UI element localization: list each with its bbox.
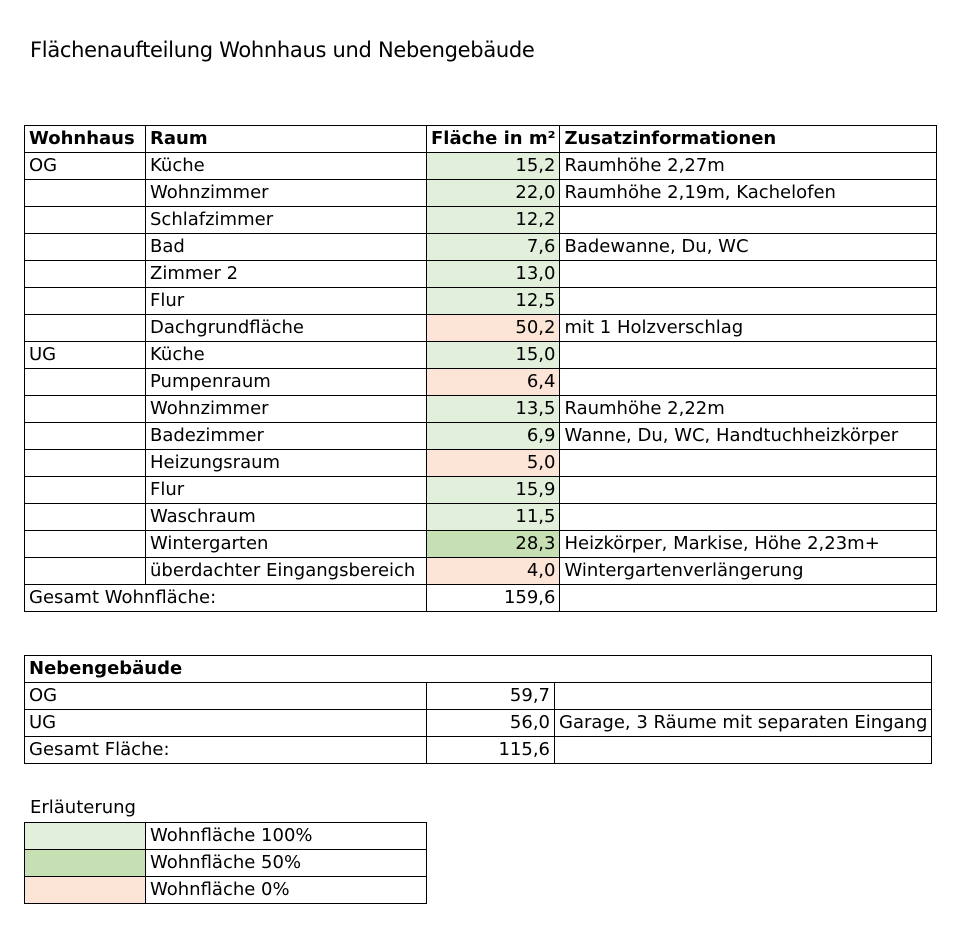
area-cell: 6,4 <box>427 369 560 396</box>
table-row <box>25 477 937 504</box>
floor-cell <box>25 288 146 315</box>
page-title: Flächenaufteilung Wohnhaus und Nebengebäude <box>30 38 535 62</box>
area-cell: 15,0 <box>427 342 560 369</box>
table-row <box>25 261 937 288</box>
area-cell: 5,0 <box>427 450 560 477</box>
area-cell: 4,0 <box>427 558 560 585</box>
room-cell: Waschraum <box>146 504 427 531</box>
info-cell <box>560 369 937 396</box>
floor-cell <box>25 396 146 423</box>
info-cell <box>560 207 937 234</box>
info-cell <box>560 261 937 288</box>
wohnhaus-table <box>24 125 937 612</box>
total-value: 159,6 <box>427 585 560 612</box>
area-cell: 28,3 <box>427 531 560 558</box>
table-row <box>25 288 937 315</box>
legend-heading: Erläuterung <box>30 797 136 818</box>
wohnhaus-total-row <box>25 585 937 612</box>
table-row <box>25 315 937 342</box>
neben-og-area: 59,7 <box>427 683 555 710</box>
room-cell: Flur <box>146 477 427 504</box>
floor-cell <box>25 315 146 342</box>
area-cell: 15,9 <box>427 477 560 504</box>
legend-label: Wohnfläche 0% <box>146 877 427 904</box>
neben-total-value: 115,6 <box>427 737 555 764</box>
room-cell: überdachter Eingangsbereich <box>146 558 427 585</box>
legend-swatch <box>25 850 146 877</box>
floor-cell <box>25 180 146 207</box>
header-raum: Raum <box>146 126 427 153</box>
neben-ug-area: 56,0 <box>427 710 555 737</box>
floor-cell <box>25 504 146 531</box>
header-flaeche: Fläche in m² <box>427 126 560 153</box>
floor-cell <box>25 450 146 477</box>
legend-swatch <box>25 877 146 904</box>
info-cell <box>560 342 937 369</box>
neben-total-info <box>555 737 932 764</box>
total-label: Gesamt Wohnfläche: <box>25 585 427 612</box>
floor-cell: OG <box>25 153 146 180</box>
table-row <box>25 531 937 558</box>
floor-cell <box>25 369 146 396</box>
legend-item <box>25 823 427 850</box>
nebengebaeude-header-row <box>25 656 932 683</box>
table-row <box>25 504 937 531</box>
table-row <box>25 207 937 234</box>
header-nebengebaeude: Nebengebäude <box>25 656 932 683</box>
area-cell: 22,0 <box>427 180 560 207</box>
floor-cell <box>25 207 146 234</box>
info-cell: Wintergartenverlängerung <box>560 558 937 585</box>
area-cell: 12,2 <box>427 207 560 234</box>
area-cell: 15,2 <box>427 153 560 180</box>
table-row <box>25 234 937 261</box>
floor-cell <box>25 261 146 288</box>
room-cell: Wintergarten <box>146 531 427 558</box>
floor-cell <box>25 234 146 261</box>
nebengebaeude-table <box>24 655 932 764</box>
table-row <box>25 153 937 180</box>
table-header-row <box>25 126 937 153</box>
table-row <box>25 683 932 710</box>
info-cell: Raumhöhe 2,27m <box>560 153 937 180</box>
legend-label: Wohnfläche 100% <box>146 823 427 850</box>
legend-swatch <box>25 823 146 850</box>
info-cell <box>560 504 937 531</box>
room-cell: Wohnzimmer <box>146 396 427 423</box>
neben-ug-info: Garage, 3 Räume mit separaten Eingang <box>555 710 932 737</box>
legend-table <box>24 822 427 904</box>
total-info <box>560 585 937 612</box>
table-row <box>25 396 937 423</box>
legend-body <box>25 823 427 904</box>
room-cell: Wohnzimmer <box>146 180 427 207</box>
room-cell: Dachgrundfläche <box>146 315 427 342</box>
header-wohnhaus: Wohnhaus <box>25 126 146 153</box>
legend-item <box>25 877 427 904</box>
area-cell: 7,6 <box>427 234 560 261</box>
floor-cell <box>25 423 146 450</box>
table-row <box>25 558 937 585</box>
wohnhaus-table-body <box>25 153 937 585</box>
room-cell: Küche <box>146 342 427 369</box>
info-cell <box>560 288 937 315</box>
neben-ug-label: UG <box>25 710 427 737</box>
info-cell: Raumhöhe 2,22m <box>560 396 937 423</box>
neben-og-info <box>555 683 932 710</box>
info-cell: Heizkörper, Markise, Höhe 2,23m+ <box>560 531 937 558</box>
room-cell: Badezimmer <box>146 423 427 450</box>
info-cell: Raumhöhe 2,19m, Kachelofen <box>560 180 937 207</box>
area-cell: 6,9 <box>427 423 560 450</box>
info-cell <box>560 477 937 504</box>
table-row <box>25 710 932 737</box>
table-row <box>25 180 937 207</box>
info-cell: Wanne, Du, WC, Handtuchheizkörper <box>560 423 937 450</box>
area-cell: 13,0 <box>427 261 560 288</box>
info-cell: mit 1 Holzverschlag <box>560 315 937 342</box>
room-cell: Pumpenraum <box>146 369 427 396</box>
room-cell: Küche <box>146 153 427 180</box>
floor-cell <box>25 531 146 558</box>
info-cell: Badewanne, Du, WC <box>560 234 937 261</box>
legend-item <box>25 850 427 877</box>
area-cell: 12,5 <box>427 288 560 315</box>
room-cell: Zimmer 2 <box>146 261 427 288</box>
header-zusatzinformationen: Zusatzinformationen <box>560 126 937 153</box>
room-cell: Schlafzimmer <box>146 207 427 234</box>
table-row <box>25 423 937 450</box>
room-cell: Bad <box>146 234 427 261</box>
area-cell: 11,5 <box>427 504 560 531</box>
area-cell: 13,5 <box>427 396 560 423</box>
nebengebaeude-total-row <box>25 737 932 764</box>
floor-cell: UG <box>25 342 146 369</box>
table-row <box>25 369 937 396</box>
table-row <box>25 450 937 477</box>
info-cell <box>560 450 937 477</box>
room-cell: Heizungsraum <box>146 450 427 477</box>
floor-cell <box>25 558 146 585</box>
room-cell: Flur <box>146 288 427 315</box>
floor-cell <box>25 477 146 504</box>
table-row <box>25 342 937 369</box>
area-cell: 50,2 <box>427 315 560 342</box>
neben-total-label: Gesamt Fläche: <box>25 737 427 764</box>
legend-label: Wohnfläche 50% <box>146 850 427 877</box>
neben-og-label: OG <box>25 683 427 710</box>
